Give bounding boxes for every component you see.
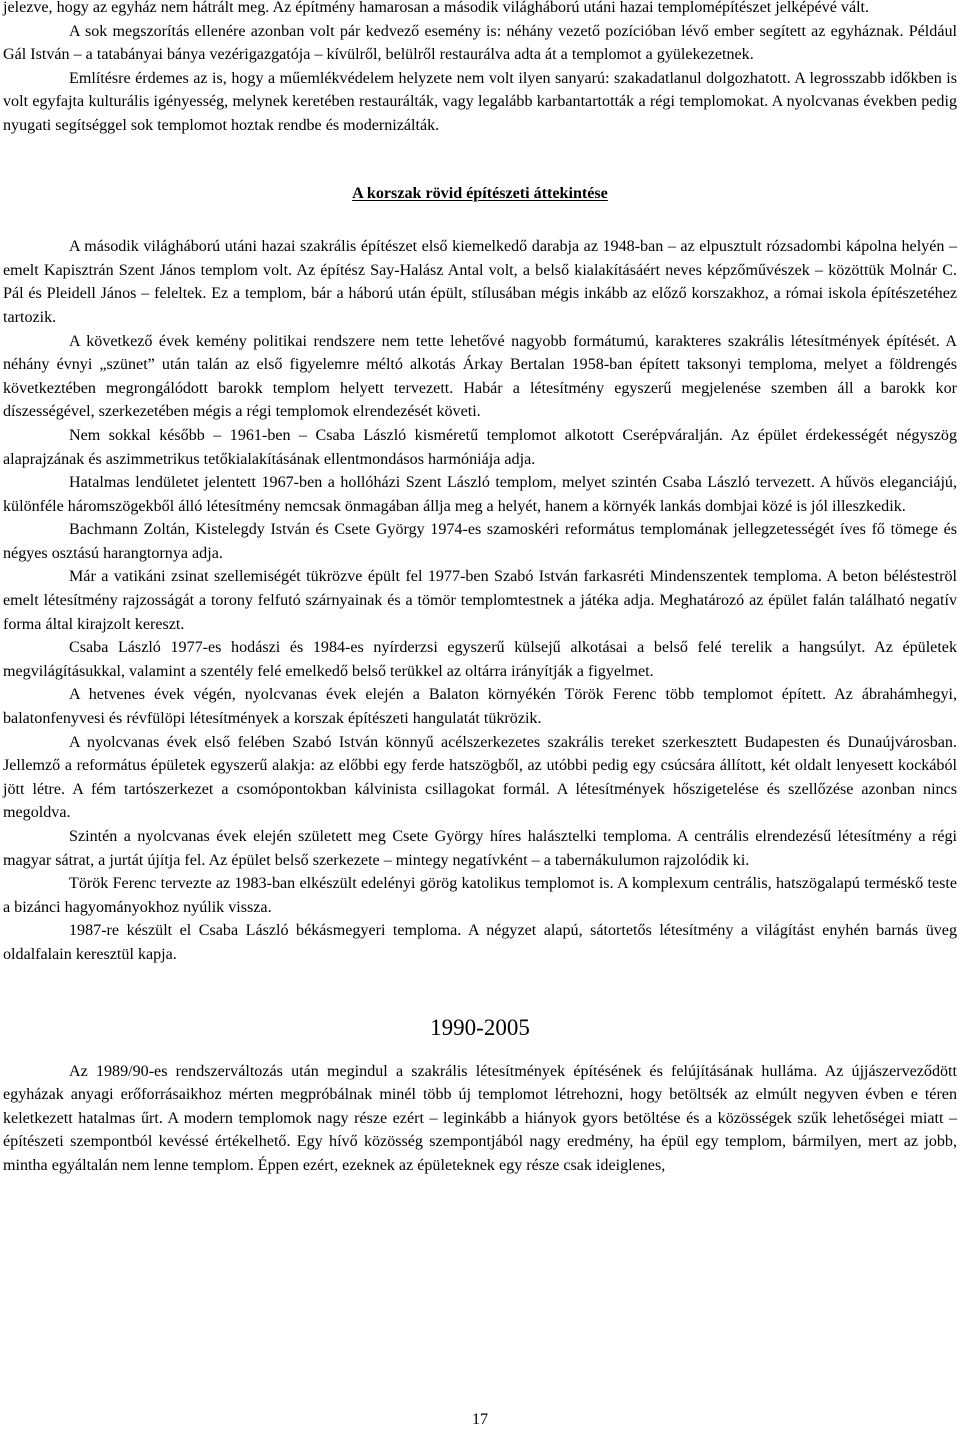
section-architecture-body (3, 235, 957, 966)
body-paragraph: Szintén a nyolcvanas évek elején született meg Csete György híres halásztelki temploma. A centrális elrendezésű létesítmény a régi magyar sátrat, a jurtát újítja fel. Az épület belső szerkezete – mintegy negatívként – a tabernákulumon rajzolódik ki. (3, 828, 957, 869)
body-paragraph: 1987-re készült el Csaba László békásmegyeri temploma. A négyzet alapú, sátortetős létesítmény a világítást enyhén barnás üveg oldalfalain keresztül kapja. (3, 922, 957, 963)
intro-paragraph-3: Említésre érdemes az is, hogy a műemlékvédelem helyzete nem volt ilyen sanyarú: szakadatlanul dolgozhatott. A legrosszabb időkben is volt egyfajta kulturális igényesség, melynek keretében restaurálták, vagy legalább karbantartották a régi templomokat. A nyolcvanas években pedig nyugati segítséggel sok templomot hoztak rendbe és modernizálták. (3, 69, 957, 134)
body-paragraph: Hatalmas lendületet jelentett 1967-ben a hollóházi Szent László templom, melyet szintén Csaba László tervezett. A hűvös eleganciájú, különféle háromszögekből álló létesítmény nemcsak önmagában állja meg a helyét, hanem a környék lankás dombjai közé is jól illeszkedik. (3, 474, 957, 515)
body-paragraph: A hetvenes évek végén, nyolcvanas évek elején a Balaton környékén Török Ferenc több templomot épített. Az ábrahámhegyi, balatonfenyvesi és révfülöpi létesítmények a korszak építészeti hangulatát tükrözik. (3, 686, 957, 728)
body-paragraph: A nyolcvanas évek első felében Szabó István könnyű acélszerkezetes szakrális tereket szerkesztett Budapesten és Dunaújvárosban. Jellemző a református épületek egyszerű alakja: az előbbi egy ferde hatszögből, az utóbbi pedig egy csúcsára állított, két oldalt lenyesett kockából jött létre. A fém tartószerkezet a csomópontokban kálvinista csillagokat formál. A létesítmények hőszigetelése és szellőzése azonban nincs megoldva. (3, 733, 957, 822)
intro-paragraph-1: jelezve, hogy az egyház nem hátrált meg. Az építmény hamarosan a második világháború utáni hazai templomépítészet jelképévé vált. (3, 0, 870, 16)
document-page (3, 0, 957, 1178)
body-paragraph: A következő évek kemény politikai rendszere nem tette lehetővé nagyobb formátumú, karakteres szakrális létesítmények építését. A néhány évnyi „szünet” után talán az első figyelemre méltó alkotás Árkay Bertalan 1958-ban épített taksonyi temploma, melyet a földrengés következtében megrongálódott barokk templom helyett tervezett. Habár a létesítmény egyszerű megjelenése szemben áll a barokk kor díszességével, szerkezetében mégis a régi templomok elrendezését követi. (3, 332, 957, 421)
body-paragraph: Az 1989/90-es rendszerváltozás után megindul a szakrális létesítmények építésének és felújításának hulláma. Az újjászerveződött egyházak anyagi erőforrásaikhoz mérten megpróbálnak minél több új templomot létrehozni, hogy betöltsék az elmúlt negyven évben e téren keletkezett hatalmas űrt. A modern templomok nagy része ezért – leginkább a hiányok gyors betöltése és a közösségek szűk lehetőségei miatt – építészeti szempontból kevéssé értékelhető. Egy hívő közösség szempontjából nagy eredmény, ha épül egy templom, bármilyen, mert az jobb, mintha egyáltalán nem lenne templom. Éppen ezért, ezeknek az épületeknek egy része csak ideiglenes, (3, 1062, 957, 1174)
body-paragraph: Bachmann Zoltán, Kistelegdy István és Csete György 1974-es szamoskéri református templomának jellegzetességét íves fő tömege és négyes osztású harangtornya adja. (3, 521, 957, 562)
body-paragraph: Török Ferenc tervezte az 1983-ban elkészült edelényi görög katolikus templomot is. A komplexum centrális, hatszögalapú terméskő teste a bizánci hagyományokhoz nyúlik vissza. (3, 875, 957, 916)
body-paragraph: A második világháború utáni hazai szakrális építészet első kiemelkedő darabja az 1948-ban – az elpusztult rózsadombi kápolna helyén – emelt Kapisztrán Szent János templom volt. Az építész Say-Halász Antal volt, a belső kialakításáért neves képzőművészek – közöttük Molnár C. Pál és Pleidell János – feleltek. Ez a templom, bár a háború után épült, stílusában mégis inkább az előző korszakhoz, a római iskola építészetéhez tartozik. (3, 238, 957, 326)
section-heading-1990-2005: 1990-2005 (430, 1014, 530, 1040)
page-number: 17 (471, 1411, 489, 1428)
body-paragraph: Nem sokkal később – 1961-ben – Csaba László kisméretű templomot alkotott Cserépváralján. Az épület érdekességét négyszög alaprajzának és aszimmetrikus tetőkialakításának ellentmondásos harmóniája adja. (3, 426, 957, 468)
section-heading-architecture: A korszak rövid építészeti áttekintése (352, 184, 608, 202)
body-paragraph: Csaba László 1977-es hodászi és 1984-es nyírderzsi egyszerű külsejű alkotásai a belső felé terelik a hangsúlyt. Az épületek megvilágításukkal, valamint a szentély felé emelkedő belső terükkel az oltárra irányítják a figyelmet. (3, 639, 957, 680)
intro-paragraph-2: A sok megszorítás ellenére azonban volt pár kedvező esemény is: néhány vezető pozícióban lévő ember segített az egyháznak. Például Gál István – a tatabányai bánya vezérigazgatója – kívülről, belülről restaurálva adta át a templomot a gyülekezetnek. (3, 22, 957, 64)
body-paragraph: Már a vatikáni zsinat szellemiségét tükrözve épült fel 1977-ben Szabó István farkasréti Mindenszentek temploma. A beton bélésteströl emelt létesítmény rajzosságát a torony felfutó szárnyainak és a tömör templomtestnek a játéka adja. Meghatározó az épület falán található negatív forma által kirajzolt kereszt. (3, 568, 957, 633)
section-1990-2005-body (3, 1060, 957, 1178)
